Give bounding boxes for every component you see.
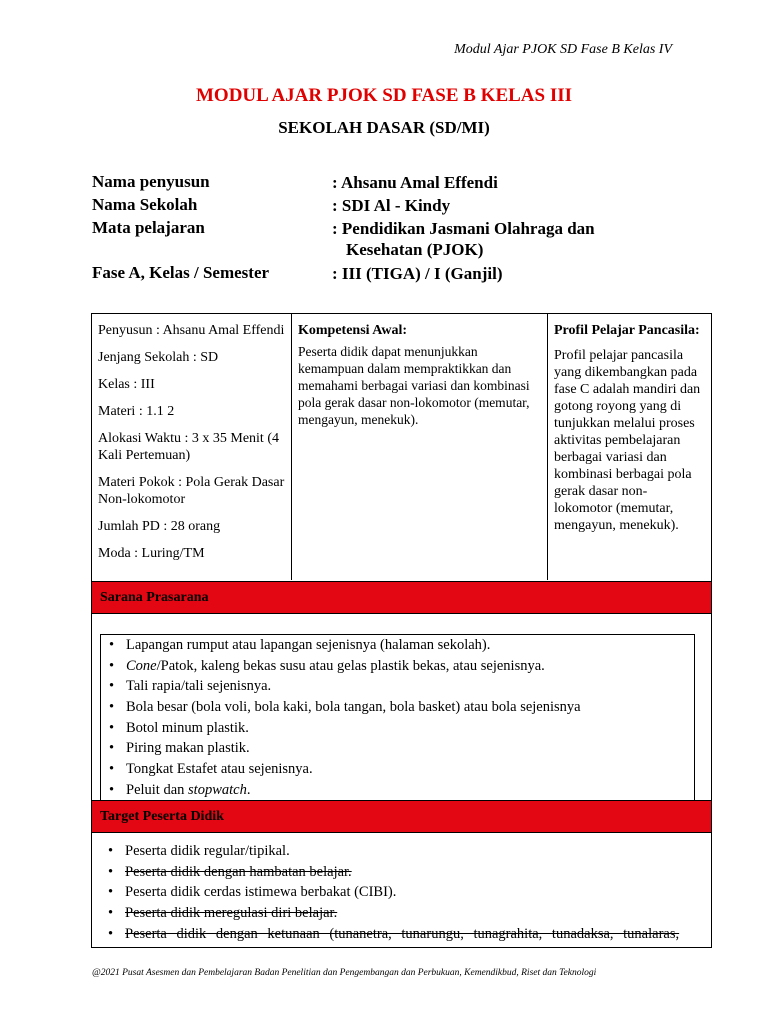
list-item: • Peserta didik dengan ketunaan (tunanetra, tunarungu, tunagrahita, tunadaksa, tunalaras, <box>100 924 705 945</box>
target-list-box <box>100 841 705 944</box>
list-item: • Peserta didik dengan hambatan belajar. <box>100 862 705 883</box>
jenjang-text: Jenjang Sekolah : SD <box>98 350 219 365</box>
info-value <box>332 218 632 260</box>
info-value-line2: Kesehatan (PJOK) <box>346 240 484 259</box>
list-item: • Peserta didik regular/tipikal. <box>100 841 705 862</box>
target-heading: Target Peserta Didik <box>100 809 224 824</box>
info-label: Fase A, Kelas / Semester <box>92 263 270 282</box>
kompetensi-awal-column <box>292 314 548 580</box>
info-value: : SDI Al - Kindy <box>332 196 451 215</box>
kompetensi-heading: Kompetensi Awal: <box>298 323 408 338</box>
document-subtitle: SEKOLAH DASAR (SD/MI) <box>278 118 490 137</box>
list-item: • Peserta didik meregulasi diri belajar. <box>100 903 705 924</box>
info-value-line1: : Pendidikan Jasmani Olahraga dan <box>332 219 595 238</box>
profil-pancasila-column <box>548 314 711 580</box>
alokasi-text: Alokasi Waktu : 3 x 35 Menit (4 Kali Pertemuan) <box>98 431 279 463</box>
running-header: Modul Ajar PJOK SD Fase B Kelas IV <box>454 42 672 57</box>
info-label: Nama Sekolah <box>92 195 198 214</box>
info-value: : III (TIGA) / I (Ganjil) <box>332 264 503 283</box>
target-list <box>100 841 705 944</box>
list-item: • Bola besar (bola voli, bola kaki, bola tangan, bola basket) atau bola sejenisnya <box>101 697 694 718</box>
info-value: : Ahsanu Amal Effendi <box>332 173 498 192</box>
sarana-header-bar <box>92 581 711 614</box>
info-label: Mata pelajaran <box>92 218 205 237</box>
list-item: • Cone/Patok, kaleng bekas susu atau gelas plastik bekas, atau sejenisnya. <box>101 656 694 677</box>
sarana-list-box <box>100 634 695 801</box>
list-item: • Peluit dan stopwatch. <box>101 780 694 801</box>
document-title: MODUL AJAR PJOK SD FASE B KELAS III <box>195 85 573 106</box>
info-label: Nama penyusun <box>92 172 210 191</box>
materi-pokok-text: Materi Pokok : Pola Gerak Dasar Non-lokomotor <box>98 475 285 507</box>
kelas-text: Kelas : III <box>98 377 155 392</box>
copyright-footer: @2021 Pusat Asesmen dan Pembelajaran Badan Penelitian dan Pengembangan dan Perbukuan, Kemendikbud, Riset dan Teknologi <box>92 968 597 978</box>
sarana-list <box>101 635 694 801</box>
list-item: • Tongkat Estafet atau sejenisnya. <box>101 759 694 780</box>
identity-columns <box>92 314 711 580</box>
list-item: • Lapangan rumput atau lapangan sejenisnya (halaman sekolah). <box>101 635 694 656</box>
module-table <box>91 313 712 948</box>
sarana-heading: Sarana Prasarana <box>100 590 209 605</box>
general-info-column <box>92 314 292 580</box>
target-header-bar <box>92 800 711 833</box>
jumlah-pd-text: Jumlah PD : 28 orang <box>98 519 221 534</box>
moda-text: Moda : Luring/TM <box>98 546 205 561</box>
list-item: • Tali rapia/tali sejenisnya. <box>101 676 694 697</box>
materi-text: Materi : 1.1 2 <box>98 404 175 419</box>
list-item: • Peserta didik cerdas istimewa berbakat (CIBI). <box>100 882 705 903</box>
profil-text: Profil pelajar pancasila yang dikembangkan pada fase C adalah mandiri dan gotong royong yang di tunjukkan melalui proses aktivitas pembelajaran berbagai variasi dan kombinasi berbagai pola gerak dasar non-lokomotor (memutar, mengayun, menekuk). <box>554 348 701 533</box>
profil-heading: Profil Pelajar Pancasila: <box>554 323 700 338</box>
list-item: • Piring makan plastik. <box>101 738 694 759</box>
kompetensi-text: Peserta didik dapat menunjukkan kemampuan dalam mempraktikkan dan memahami berbagai variasi dan kombinasi pola gerak dasar non-lokomotor (memutar, mengayun, menekuk). <box>298 344 530 427</box>
list-item: • Botol minum plastik. <box>101 718 694 739</box>
penyusun-text: Penyusun : Ahsanu Amal Effendi <box>98 323 285 338</box>
